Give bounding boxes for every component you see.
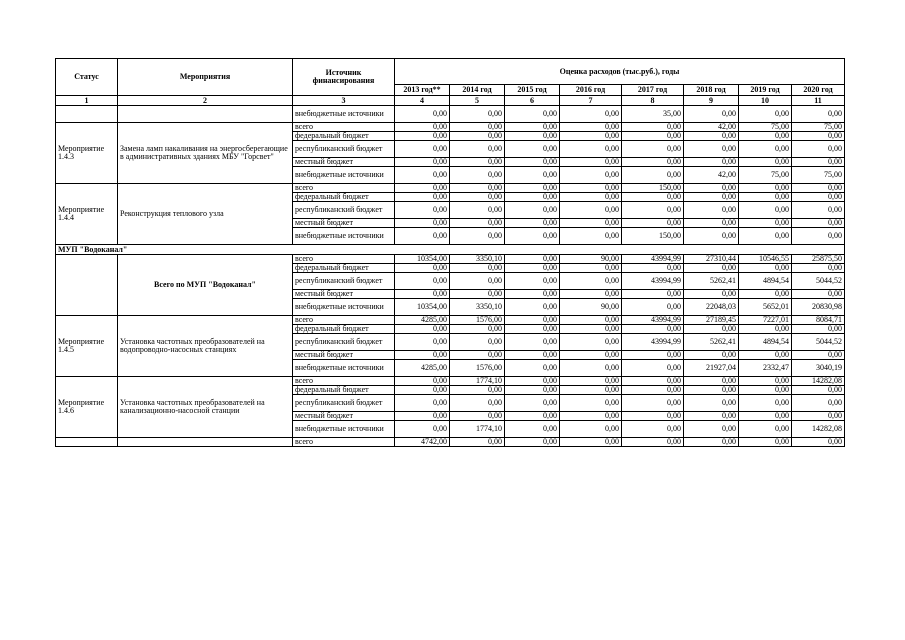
value-cell: 43994,99 (622, 273, 684, 290)
section-row (56, 245, 845, 255)
value-cell: 0,00 (450, 438, 505, 447)
value-cell: 0,00 (792, 202, 845, 219)
value-cell: 0,00 (684, 421, 739, 438)
value-cell: 3040,19 (792, 360, 845, 377)
value-cell: 0,00 (739, 132, 792, 141)
value-cell: 0,00 (505, 360, 560, 377)
value-cell: 0,00 (505, 106, 560, 123)
value-cell: 0,00 (739, 193, 792, 202)
value-cell: 0,00 (505, 316, 560, 325)
value-cell: 0,00 (739, 290, 792, 299)
value-cell: 0,00 (739, 438, 792, 447)
value-cell: 2332,47 (739, 360, 792, 377)
value-cell: 0,00 (560, 360, 622, 377)
value-cell: 4894,54 (739, 334, 792, 351)
column-index: 10 (739, 96, 792, 106)
value-cell: 0,00 (505, 299, 560, 316)
value-cell: 1774,10 (450, 421, 505, 438)
value-cell: 0,00 (792, 412, 845, 421)
column-index: 2 (118, 96, 293, 106)
event-cell: Замена ламп накаливания на энергосберегающие в административных зданиях МБУ "Горсвет" (118, 123, 293, 184)
value-cell: 22048,03 (684, 299, 739, 316)
value-cell: 0,00 (739, 386, 792, 395)
value-cell: 0,00 (560, 386, 622, 395)
source-cell: федеральный бюджет (293, 264, 395, 273)
value-cell: 0,00 (395, 273, 450, 290)
value-cell: 0,00 (560, 202, 622, 219)
value-cell: 0,00 (739, 412, 792, 421)
table-row (56, 377, 845, 386)
value-cell: 0,00 (739, 202, 792, 219)
value-cell: 0,00 (450, 386, 505, 395)
value-cell: 0,00 (684, 202, 739, 219)
value-cell: 0,00 (450, 132, 505, 141)
value-cell: 0,00 (622, 386, 684, 395)
status-cell (56, 438, 118, 447)
value-cell: 0,00 (450, 184, 505, 193)
event-cell: Всего по МУП "Водоканал" (118, 255, 293, 316)
value-cell: 0,00 (450, 219, 505, 228)
value-cell: 0,00 (395, 193, 450, 202)
value-cell: 0,00 (739, 325, 792, 334)
value-cell: 90,00 (560, 299, 622, 316)
value-cell: 42,00 (684, 123, 739, 132)
value-cell: 0,00 (560, 438, 622, 447)
value-cell: 0,00 (560, 141, 622, 158)
value-cell: 0,00 (560, 412, 622, 421)
value-cell: 0,00 (684, 158, 739, 167)
value-cell: 42,00 (684, 167, 739, 184)
value-cell: 4894,54 (739, 273, 792, 290)
year-header: 2015 год (505, 85, 560, 96)
value-cell: 43994,99 (622, 334, 684, 351)
source-cell: всего (293, 377, 395, 386)
value-cell: 0,00 (505, 193, 560, 202)
value-cell: 5044,52 (792, 273, 845, 290)
value-cell: 0,00 (560, 316, 622, 325)
source-cell: республиканский бюджет (293, 334, 395, 351)
year-header: 2017 год (622, 85, 684, 96)
value-cell: 0,00 (395, 202, 450, 219)
value-cell: 14282,08 (792, 377, 845, 386)
value-cell: 0,00 (395, 386, 450, 395)
year-header: 2013 год** (395, 85, 450, 96)
value-cell: 0,00 (684, 219, 739, 228)
value-cell: 7227,01 (739, 316, 792, 325)
event-cell: Реконструкция теплового узла (118, 184, 293, 245)
value-cell: 75,00 (792, 123, 845, 132)
column-index: 4 (395, 96, 450, 106)
budget-table-sheet (55, 58, 844, 447)
value-cell: 0,00 (684, 395, 739, 412)
value-cell: 0,00 (622, 377, 684, 386)
value-cell: 1774,10 (450, 377, 505, 386)
value-cell: 0,00 (792, 351, 845, 360)
value-cell: 0,00 (560, 351, 622, 360)
value-cell: 0,00 (450, 290, 505, 299)
value-cell: 0,00 (395, 141, 450, 158)
value-cell: 0,00 (395, 123, 450, 132)
value-cell: 0,00 (792, 228, 845, 245)
status-cell: Мероприятие 1.4.3 (56, 123, 118, 184)
value-cell: 0,00 (505, 290, 560, 299)
source-cell: местный бюджет (293, 219, 395, 228)
value-cell: 0,00 (622, 193, 684, 202)
header-cost: Оценка расходов (тыс.руб.), годы (395, 59, 845, 85)
value-cell: 3350,10 (450, 299, 505, 316)
value-cell: 0,00 (792, 386, 845, 395)
value-cell: 0,00 (450, 193, 505, 202)
value-cell: 0,00 (560, 167, 622, 184)
value-cell: 1576,00 (450, 360, 505, 377)
value-cell: 0,00 (792, 193, 845, 202)
value-cell: 0,00 (560, 273, 622, 290)
source-cell: всего (293, 316, 395, 325)
value-cell: 0,00 (395, 395, 450, 412)
source-cell: местный бюджет (293, 158, 395, 167)
status-cell (56, 106, 118, 123)
event-cell: Установка частотных преобразователей на водопроводно-насосных станциях (118, 316, 293, 377)
value-cell: 0,00 (622, 325, 684, 334)
value-cell: 1576,00 (450, 316, 505, 325)
value-cell: 0,00 (792, 141, 845, 158)
value-cell: 20830,98 (792, 299, 845, 316)
column-index: 5 (450, 96, 505, 106)
table-row (56, 106, 845, 123)
value-cell: 0,00 (560, 228, 622, 245)
column-index: 3 (293, 96, 395, 106)
value-cell: 0,00 (560, 325, 622, 334)
value-cell: 0,00 (792, 106, 845, 123)
budget-table (55, 58, 845, 447)
source-cell: всего (293, 123, 395, 132)
value-cell: 5044,52 (792, 334, 845, 351)
value-cell: 0,00 (792, 264, 845, 273)
value-cell: 0,00 (792, 290, 845, 299)
value-cell: 10546,55 (739, 255, 792, 264)
table-row (56, 316, 845, 325)
value-cell: 0,00 (560, 158, 622, 167)
source-cell: всего (293, 184, 395, 193)
value-cell: 0,00 (505, 167, 560, 184)
value-cell: 35,00 (622, 106, 684, 123)
value-cell: 43994,99 (622, 316, 684, 325)
value-cell: 0,00 (622, 219, 684, 228)
value-cell: 0,00 (739, 351, 792, 360)
event-cell: Установка частотных преобразователей на канализационно-насосной станции (118, 377, 293, 438)
value-cell: 0,00 (505, 132, 560, 141)
value-cell: 0,00 (739, 228, 792, 245)
value-cell: 0,00 (450, 395, 505, 412)
value-cell: 0,00 (505, 377, 560, 386)
value-cell: 0,00 (560, 184, 622, 193)
source-cell: внебюджетные источники (293, 106, 395, 123)
value-cell: 0,00 (560, 290, 622, 299)
value-cell: 0,00 (622, 351, 684, 360)
value-cell: 0,00 (450, 412, 505, 421)
value-cell: 0,00 (505, 123, 560, 132)
value-cell: 0,00 (684, 228, 739, 245)
value-cell: 0,00 (450, 334, 505, 351)
value-cell: 150,00 (622, 184, 684, 193)
value-cell: 0,00 (450, 141, 505, 158)
value-cell: 0,00 (684, 290, 739, 299)
value-cell: 0,00 (505, 386, 560, 395)
value-cell: 0,00 (792, 158, 845, 167)
source-cell: местный бюджет (293, 351, 395, 360)
value-cell: 4742,00 (395, 438, 450, 447)
status-cell: Мероприятие 1.4.4 (56, 184, 118, 245)
value-cell: 0,00 (560, 334, 622, 351)
section-title: МУП "Водоканал" (56, 245, 845, 255)
table-row (56, 438, 845, 447)
column-index: 6 (505, 96, 560, 106)
value-cell: 0,00 (684, 106, 739, 123)
column-index: 1 (56, 96, 118, 106)
source-cell: республиканский бюджет (293, 273, 395, 290)
source-cell: внебюджетные источники (293, 228, 395, 245)
year-header: 2016 год (560, 85, 622, 96)
value-cell: 0,00 (395, 264, 450, 273)
value-cell: 0,00 (792, 325, 845, 334)
value-cell: 4285,00 (395, 360, 450, 377)
column-index: 8 (622, 96, 684, 106)
value-cell: 0,00 (739, 421, 792, 438)
value-cell: 0,00 (684, 141, 739, 158)
value-cell: 0,00 (622, 141, 684, 158)
value-cell: 0,00 (395, 219, 450, 228)
value-cell: 0,00 (450, 158, 505, 167)
header-events: Мероприятия (118, 59, 293, 96)
value-cell: 0,00 (505, 351, 560, 360)
value-cell: 0,00 (560, 219, 622, 228)
value-cell: 0,00 (395, 412, 450, 421)
value-cell: 0,00 (395, 184, 450, 193)
value-cell: 0,00 (622, 167, 684, 184)
value-cell: 0,00 (739, 377, 792, 386)
source-cell: федеральный бюджет (293, 325, 395, 334)
value-cell: 0,00 (792, 395, 845, 412)
year-header: 2020 год (792, 85, 845, 96)
value-cell: 0,00 (395, 351, 450, 360)
status-cell: Мероприятие 1.4.5 (56, 316, 118, 377)
source-cell: всего (293, 255, 395, 264)
value-cell: 4285,00 (395, 316, 450, 325)
year-header: 2014 год (450, 85, 505, 96)
value-cell: 0,00 (505, 255, 560, 264)
value-cell: 0,00 (395, 228, 450, 245)
value-cell: 5262,41 (684, 334, 739, 351)
value-cell: 10354,00 (395, 299, 450, 316)
year-header: 2019 год (739, 85, 792, 96)
value-cell: 0,00 (450, 167, 505, 184)
value-cell: 0,00 (560, 193, 622, 202)
source-cell: местный бюджет (293, 412, 395, 421)
value-cell: 0,00 (560, 132, 622, 141)
value-cell: 0,00 (505, 334, 560, 351)
source-cell: местный бюджет (293, 290, 395, 299)
value-cell: 0,00 (505, 325, 560, 334)
value-cell: 5262,41 (684, 273, 739, 290)
value-cell: 0,00 (792, 132, 845, 141)
source-cell: республиканский бюджет (293, 141, 395, 158)
value-cell: 0,00 (622, 395, 684, 412)
value-cell: 0,00 (739, 395, 792, 412)
value-cell: 14282,08 (792, 421, 845, 438)
value-cell: 0,00 (622, 438, 684, 447)
status-cell: Мероприятие 1.4.6 (56, 377, 118, 438)
value-cell: 0,00 (560, 123, 622, 132)
value-cell: 8084,71 (792, 316, 845, 325)
table-row (56, 184, 845, 193)
source-cell: внебюджетные источники (293, 167, 395, 184)
value-cell: 0,00 (739, 184, 792, 193)
value-cell: 0,00 (505, 228, 560, 245)
value-cell: 0,00 (505, 438, 560, 447)
value-cell: 0,00 (395, 106, 450, 123)
value-cell: 0,00 (450, 202, 505, 219)
value-cell: 21927,04 (684, 360, 739, 377)
value-cell: 27189,45 (684, 316, 739, 325)
value-cell: 0,00 (560, 264, 622, 273)
value-cell: 0,00 (622, 412, 684, 421)
value-cell: 0,00 (395, 167, 450, 184)
value-cell: 0,00 (739, 158, 792, 167)
value-cell: 0,00 (739, 219, 792, 228)
value-cell: 0,00 (622, 299, 684, 316)
value-cell: 0,00 (739, 264, 792, 273)
value-cell: 0,00 (395, 334, 450, 351)
value-cell: 0,00 (560, 421, 622, 438)
value-cell: 0,00 (450, 123, 505, 132)
value-cell: 0,00 (450, 106, 505, 123)
value-cell: 0,00 (792, 219, 845, 228)
value-cell: 25875,50 (792, 255, 845, 264)
value-cell: 0,00 (450, 325, 505, 334)
value-cell: 0,00 (684, 412, 739, 421)
header-status: Статус (56, 59, 118, 96)
value-cell: 3350,10 (450, 255, 505, 264)
value-cell: 0,00 (395, 325, 450, 334)
value-cell: 0,00 (792, 184, 845, 193)
source-cell: внебюджетные источники (293, 421, 395, 438)
value-cell: 0,00 (450, 228, 505, 245)
value-cell: 0,00 (505, 273, 560, 290)
value-cell: 0,00 (505, 141, 560, 158)
value-cell: 0,00 (395, 290, 450, 299)
value-cell: 43994,99 (622, 255, 684, 264)
value-cell: 0,00 (505, 412, 560, 421)
value-cell: 0,00 (505, 219, 560, 228)
value-cell: 27310,44 (684, 255, 739, 264)
column-index: 9 (684, 96, 739, 106)
value-cell: 0,00 (684, 184, 739, 193)
value-cell: 0,00 (395, 377, 450, 386)
value-cell: 0,00 (684, 438, 739, 447)
value-cell: 0,00 (684, 132, 739, 141)
value-cell: 0,00 (622, 360, 684, 377)
value-cell: 0,00 (505, 202, 560, 219)
source-cell: внебюджетные источники (293, 299, 395, 316)
value-cell: 0,00 (622, 123, 684, 132)
table-row (56, 123, 845, 132)
value-cell: 75,00 (792, 167, 845, 184)
value-cell: 75,00 (739, 123, 792, 132)
value-cell: 0,00 (505, 395, 560, 412)
value-cell: 10354,00 (395, 255, 450, 264)
value-cell: 0,00 (684, 351, 739, 360)
event-cell (118, 438, 293, 447)
value-cell: 0,00 (450, 264, 505, 273)
value-cell: 0,00 (684, 377, 739, 386)
value-cell: 0,00 (395, 132, 450, 141)
value-cell: 75,00 (739, 167, 792, 184)
source-cell: федеральный бюджет (293, 132, 395, 141)
header-source: Источник финансирования (293, 59, 395, 96)
value-cell: 0,00 (622, 132, 684, 141)
source-cell: республиканский бюджет (293, 202, 395, 219)
value-cell: 0,00 (450, 273, 505, 290)
value-cell: 0,00 (505, 184, 560, 193)
value-cell: 0,00 (622, 202, 684, 219)
value-cell: 5652,01 (739, 299, 792, 316)
source-cell: внебюджетные источники (293, 360, 395, 377)
value-cell: 0,00 (505, 421, 560, 438)
value-cell: 0,00 (739, 106, 792, 123)
value-cell: 0,00 (622, 421, 684, 438)
status-cell (56, 255, 118, 316)
source-cell: федеральный бюджет (293, 386, 395, 395)
column-index: 7 (560, 96, 622, 106)
value-cell: 0,00 (622, 264, 684, 273)
value-cell: 0,00 (560, 377, 622, 386)
value-cell: 0,00 (560, 395, 622, 412)
value-cell: 0,00 (505, 264, 560, 273)
value-cell: 0,00 (395, 158, 450, 167)
value-cell: 0,00 (684, 193, 739, 202)
source-cell: федеральный бюджет (293, 193, 395, 202)
source-cell: республиканский бюджет (293, 395, 395, 412)
value-cell: 0,00 (560, 106, 622, 123)
event-cell (118, 106, 293, 123)
value-cell: 0,00 (739, 141, 792, 158)
value-cell: 90,00 (560, 255, 622, 264)
value-cell: 150,00 (622, 228, 684, 245)
value-cell: 0,00 (684, 325, 739, 334)
value-cell: 0,00 (622, 158, 684, 167)
table-row (56, 255, 845, 264)
year-header: 2018 год (684, 85, 739, 96)
value-cell: 0,00 (450, 351, 505, 360)
value-cell: 0,00 (684, 386, 739, 395)
column-index: 11 (792, 96, 845, 106)
value-cell: 0,00 (622, 290, 684, 299)
source-cell: всего (293, 438, 395, 447)
value-cell: 0,00 (684, 264, 739, 273)
value-cell: 0,00 (792, 438, 845, 447)
value-cell: 0,00 (505, 158, 560, 167)
value-cell: 0,00 (395, 421, 450, 438)
